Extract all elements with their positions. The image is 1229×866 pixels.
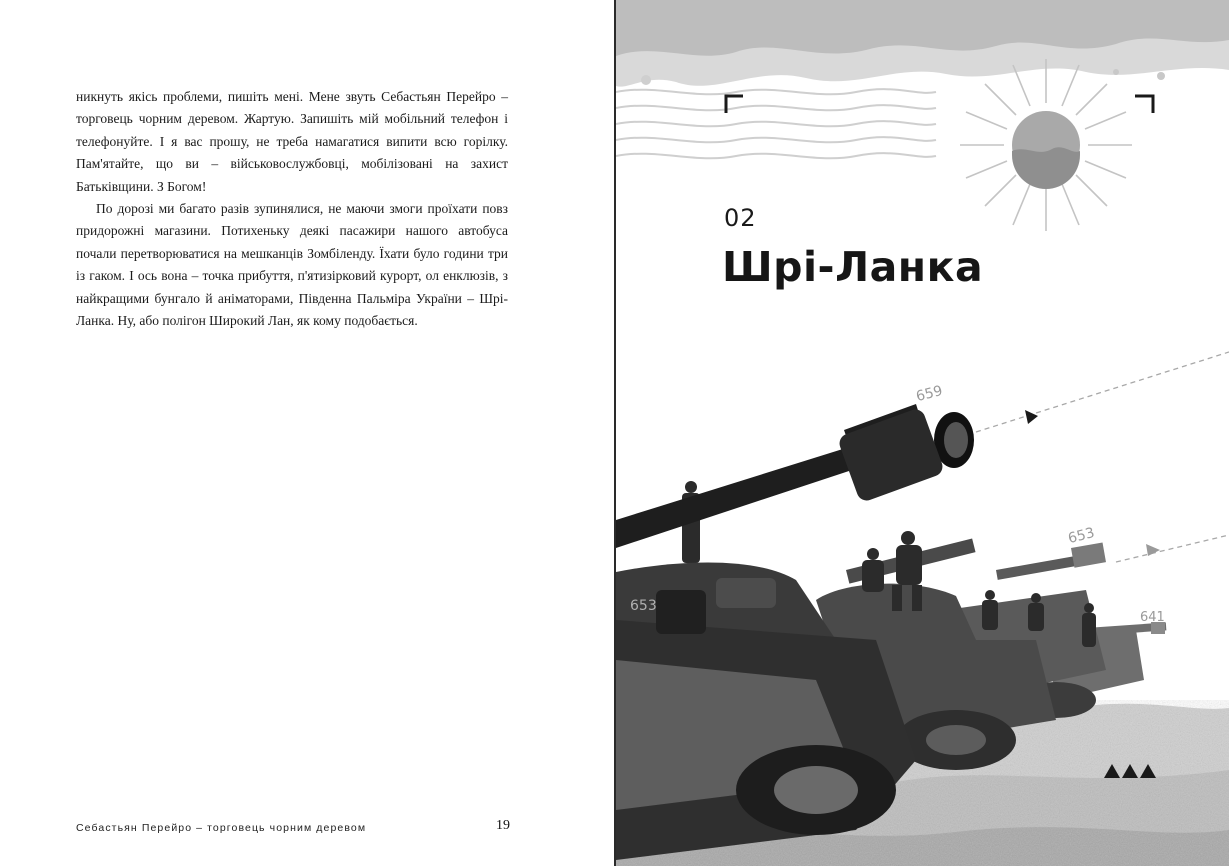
chapter-number: 02: [724, 204, 757, 232]
trajectory-lines: [976, 352, 1229, 562]
paragraph-1: никнуть якісь проблеми, пишіть мені. Мене звуть Себастьян Перейро – торговець чорним деревом. Жартую. Запишіть мій мобільний телефон і телефонуйте. І я вас прошу, не треба намагатися випити всю горілку. Пам'ятайте, що ви – військовослужбовці, мобілізовані на захист Батьківщини. З Богом!: [76, 89, 508, 194]
chapter-title: Шрі-Ланка: [722, 243, 984, 291]
right-page: [616, 0, 1229, 866]
vehicle-number-marking: 653: [630, 598, 657, 614]
chapter-illustration: [616, 0, 1229, 866]
trajectory-arrow-1: [1025, 410, 1038, 424]
body-text: [76, 86, 508, 332]
page-number: 19: [496, 818, 510, 833]
viewfinder-corner-marks: [726, 96, 1153, 113]
trajectory-arrow-2: [1146, 544, 1160, 556]
running-footer-title: Себастьян Перейро – торговець чорним деревом: [76, 822, 367, 834]
top-grunge-texture: [616, 0, 1229, 87]
postmark-wavy-lines: [616, 89, 936, 158]
range-label-659: 659: [914, 383, 945, 405]
paragraph-2: По дорозі ми багато разів зупинялися, не маючи змоги проїхати повз придорожні магазини. Потихеньку деякі пасажири нашого автобуса почали перетворюватися на мешканців Зомбіленду. Їхати було години три із гаком. І ось вона – точка прибуття, п'ятизірковий курорт, ол енклюзів, з найкращими бунгало й аніматорами, Південна Пальміра України – Шрі-Ланка. Ну, або полігон Широкий Лан, як кому подобається.: [76, 201, 508, 329]
left-page: [0, 0, 614, 866]
range-label-653: 653: [1066, 525, 1097, 547]
range-label-641: 641: [1140, 610, 1165, 625]
triangle-marks-icon: [1104, 764, 1156, 778]
sun-icon: [960, 59, 1132, 231]
